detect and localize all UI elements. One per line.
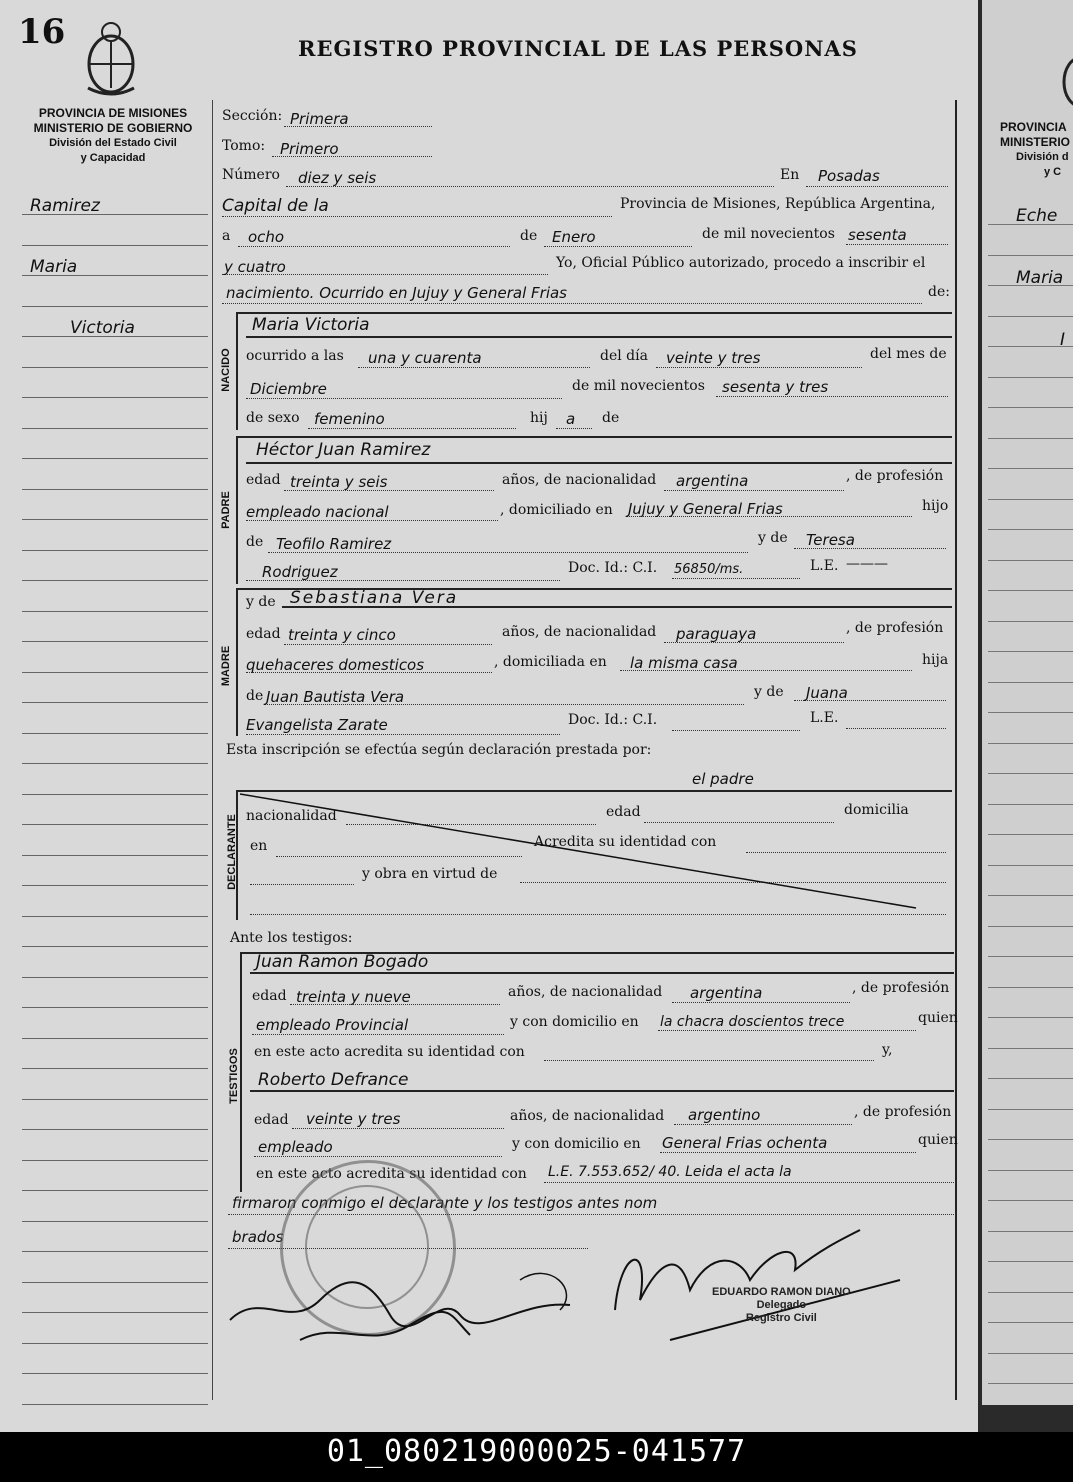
padre-doc-label: Doc. Id.: C.I. [568,560,658,576]
t2-nombre-line [250,1090,954,1092]
declaracion-value: el padre [692,770,754,788]
margin-rule [22,367,208,368]
t1-nac-line [672,1002,850,1003]
margin-rule [22,1221,208,1222]
adjacent-rule [988,499,1073,500]
madre-apellido: Evangelista Zarate [246,716,388,734]
margin-rule [22,519,208,520]
adjacent-rule [988,956,1073,957]
adjacent-page [982,0,1073,1405]
adjacent-rule [988,865,1073,866]
margin-rule [22,824,208,825]
padre-nac-line [664,490,844,491]
margin-rule [22,1373,208,1374]
margin-rule [22,1068,208,1069]
adjacent-rule [988,316,1073,317]
madre-madre-de: Juana [806,684,848,702]
tipo-line [222,303,922,304]
fecha-anio-value: sesenta [848,226,907,244]
tipo-value: nacimiento. Ocurrido en Jujuy y General Frias [226,284,568,302]
madre-le-label: L.E. [810,710,839,726]
margin-rule [22,916,208,917]
t2-edad-label: edad [254,1112,289,1128]
adjacent-rule [988,1017,1073,1018]
padre-nac-label: años, de nacionalidad [502,472,657,488]
t2-nac-label: años, de nacionalidad [510,1108,665,1124]
issuer-header [18,106,208,166]
adjacent-rule [988,1139,1073,1140]
fecha-dia-line [238,246,510,247]
padre-doc: 56850/ms. [674,562,744,577]
madre-yde-label: y de [246,594,276,610]
adjacent-rule [988,804,1073,805]
margin-rule [22,245,208,246]
nacido-dia-line [656,367,862,368]
adjacent-rule [988,834,1073,835]
adjacent-rule [988,712,1073,713]
t2-prof-line [254,1156,502,1157]
declarante-obra-label: y obra en virtud de [362,866,498,882]
madre-nac-label: años, de nacionalidad [502,624,657,640]
footer-id: 01_080219000025-041577 [326,1434,747,1469]
fecha-anio2-value: y cuatro [224,258,286,276]
adjacent-rule [988,560,1073,561]
margin-first-name: Maria [30,257,78,277]
t1-edad-label: edad [252,988,287,1004]
adjacent-rule [988,1292,1073,1293]
madre-padre-de: Juan Bautista Vera [266,688,405,706]
adjacent-rule [988,621,1073,622]
madre-de-label: de [246,688,264,704]
madre-doc-label: Doc. Id.: C.I. [568,712,658,728]
margin-rule [22,1099,208,1100]
padre-le-label: L.E. [810,558,839,574]
t2-nacionalidad: argentino [688,1106,761,1124]
madre-profesion: quehaceres domesticos [246,656,425,674]
coat-of-arms-icon [80,18,142,102]
t2-edad-line [292,1128,504,1129]
t1-profesion: empleado Provincial [256,1016,409,1034]
declarante-section-label: DECLARANTE [226,814,238,890]
adjacent-rule [988,773,1073,774]
tipo-de-label: de: [928,284,950,300]
seccion-value: Primera [290,110,349,128]
nacido-hij-label: hij [530,410,548,426]
margin-rule [22,763,208,764]
form-border-right [955,100,957,1400]
margin-rule [22,672,208,673]
t1-dom-line [658,1030,916,1031]
nacido-dia-label: del día [600,348,648,364]
declarante-acredita-label: Acredita su identidad con [534,834,717,850]
nacido-de-label: de [602,410,620,426]
adjacent-rule [988,1383,1073,1384]
nacido-dia: veinte y tres [666,349,761,367]
nacido-anio-line [716,396,948,397]
madre-section-label: MADRE [220,645,232,687]
adjacent-name-3: I [1060,330,1066,350]
adjacent-coat-of-arms-icon [1060,52,1073,116]
official-stamp-text [712,1286,851,1325]
declarante-nac-label: nacionalidad [246,808,337,824]
padre-edad-label: edad [246,472,281,488]
adjacent-rule [988,590,1073,591]
adjacent-rule [988,682,1073,683]
numero-value: diez y seis [298,169,377,187]
margin-rule [22,1282,208,1283]
fecha-de-label: de [520,228,538,244]
oficial-label: Yo, Oficial Público autorizado, procedo a inscribir el [556,255,926,271]
margin-rule [22,1190,208,1191]
provincia-label: Provincia de Misiones, República Argentina, [620,196,936,212]
t2-dom-line [660,1152,916,1153]
nacido-hij: a [566,410,576,428]
nacido-hora: una y cuarenta [368,349,482,367]
adjacent-header-line: y C [1044,166,1062,178]
adjacent-rule [988,377,1073,378]
madre-nombre: Sebastiana Vera [290,588,459,608]
margin-rule [22,1251,208,1252]
t1-nac-label: años, de nacionalidad [508,984,663,1000]
margin-rule [22,1343,208,1344]
margin-rule [22,611,208,612]
fecha-a-label: a [222,228,231,244]
madre-yde2-label: y de [754,684,784,700]
padre-section-label: PADRE [220,491,232,529]
nacido-hij-line [556,428,592,429]
padre-nombre-line [246,462,952,464]
issuer-line: División del Estado Civil [49,137,177,149]
madre-edad-label: edad [246,626,281,642]
padre-nacionalidad: argentina [676,472,749,490]
t2-acredita-label: en este acto acredita su identidad con [256,1166,527,1182]
margin-rule [22,733,208,734]
margin-rule [22,428,208,429]
madre-doc-line [672,730,800,731]
declaracion-label: Esta inscripción se efectúa según declaración prestada por: [226,742,652,758]
margin-rule [22,580,208,581]
madre-apellido-line [246,734,560,735]
declarante-edad-label: edad [606,804,641,820]
testigos-intro: Ante los testigos: [230,930,353,946]
issuer-line: MINISTERIO DE GOBIERNO [33,121,193,135]
margin-middle-name: Victoria [70,318,135,338]
t2-profesion: empleado [258,1138,333,1156]
adjacent-rule [988,438,1073,439]
padre-yde-label: y de [758,530,788,546]
adjacent-rule [988,1261,1073,1262]
padre-rule [236,436,952,438]
official-name: EDUARDO RAMON DIANO [712,1286,851,1298]
capital-value: Capital de la [222,196,329,216]
testigos-bracket [240,952,242,1192]
fecha-mes-line [544,246,692,247]
madre-prof-label: , de profesión [846,620,944,636]
margin-rule [22,1312,208,1313]
fecha-dia-value: ocho [248,228,285,246]
adjacent-rule [988,407,1073,408]
t1-acredita-line [544,1060,874,1061]
nacido-sexo-label: de sexo [246,410,300,426]
t2-edad: veinte y tres [306,1110,401,1128]
t2-doc-line [544,1182,956,1183]
adjacent-rule [988,468,1073,469]
adjacent-rule [988,1048,1073,1049]
form-border-left [212,100,213,1400]
padre-padre-de: Teofilo Ramirez [276,535,392,553]
nacido-mes-line [246,398,562,399]
nacido-hora-line [358,367,590,368]
margin-rule [22,702,208,703]
adjacent-rule [988,987,1073,988]
capital-line [222,216,612,217]
adjacent-header-line: PROVINCIA [1000,120,1067,134]
nacido-anio-label: de mil novecientos [572,378,705,394]
margin-rule [22,855,208,856]
nacido-anio: sesenta y tres [722,378,829,396]
margin-rule [22,1129,208,1130]
madre-domicilio: la misma casa [630,654,738,672]
madre-edad-line [284,644,492,645]
adjacent-rule [988,1170,1073,1171]
numero-label: Número [222,167,280,183]
margin-rule [22,550,208,551]
nacido-mes-label: del mes de [870,346,947,362]
madre-dom-label: , domiciliada en [494,654,607,670]
adjacent-header-line: División d [1016,151,1069,163]
adjacent-header [1000,120,1070,180]
adjacent-rule [988,895,1073,896]
adjacent-name-1: Eche [1016,206,1058,226]
padre-nombre: Héctor Juan Ramirez [256,440,431,460]
en-value: Posadas [818,167,880,185]
padre-apellido: Rodriguez [262,563,338,581]
t2-doc: L.E. 7.553.652/ 40. Leida el acta la [548,1164,792,1180]
margin-rule [22,1160,208,1161]
t1-edad: treinta y nueve [296,988,411,1006]
nacido-nombre-line [246,336,952,338]
page-title: REGISTRO PROVINCIAL DE LAS PERSONAS [298,36,858,61]
nacido-nombre: Maria Victoria [252,315,370,335]
adjacent-rule [988,651,1073,652]
margin-rule [22,1007,208,1008]
nacido-ocurrido-label: ocurrido a las [246,348,344,364]
padre-madre-de: Teresa [806,531,855,549]
margin-rule [22,794,208,795]
padre-de-label: de [246,534,264,550]
adjacent-rule [988,926,1073,927]
madre-nacionalidad: paraguaya [676,625,757,643]
declarante-dom-label: domicilia [844,802,909,818]
adjacent-rule [988,1078,1073,1079]
t1-prof-label: , de profesión [852,980,950,996]
declarante-strike-line [236,790,952,920]
nacido-rule [236,312,952,314]
t2-dom-label: y con domicilio en [512,1136,641,1152]
issuer-line: PROVINCIA DE MISIONES [38,106,188,120]
margin-rule [22,458,208,459]
nacido-bracket [236,312,238,430]
padre-le: ——— [846,556,888,572]
madre-edad: treinta y cinco [288,626,396,644]
seccion-label: Sección: [222,108,283,124]
padre-domicilio: Jujuy y General Frias [628,500,783,518]
t2-quien-label: quien [918,1132,958,1148]
adjacent-rule [988,1322,1073,1323]
adjacent-rule [988,529,1073,530]
official-office: Registro Civil [745,1312,817,1324]
cierre-text-2: brados [232,1228,284,1246]
issuer-line: y Capacidad [80,152,146,164]
nacido-section-label: NACIDO [220,348,232,392]
t2-nombre: Roberto Defrance [258,1070,409,1090]
cierre-text-1: firmaron conmigo el declarante y los testigos antes nom [232,1194,658,1212]
adjacent-header-line: MINISTERIO [1000,135,1071,149]
t1-nacionalidad: argentina [690,984,763,1002]
tomo-label: Tomo: [222,138,266,154]
margin-rule [22,885,208,886]
t1-quien-label: quien [918,1010,958,1026]
padre-edad: treinta y seis [290,473,388,491]
en-line [806,186,948,187]
fecha-anio-line [846,244,948,245]
madre-le-line [846,728,946,729]
padre-hijo-label: hijo [922,498,949,514]
margin-rule [22,641,208,642]
en-label: En [780,167,800,183]
padre-dom-label: , domiciliado en [500,502,613,518]
madre-hija-label: hija [922,652,949,668]
tomo-value: Primero [280,140,339,158]
adjacent-rule [988,1353,1073,1354]
adjacent-rule [988,255,1073,256]
padre-prof-label: , de profesión [846,468,944,484]
t1-domicilio: la chacra doscientos trece [660,1014,845,1030]
fecha-mes-value: Enero [552,228,596,246]
testigos-section-label: TESTIGOS [228,1048,240,1104]
declarante-en-label: en [250,838,268,854]
margin-rule [22,489,208,490]
padre-bracket [236,436,238,584]
padre-doc-line [672,578,800,579]
adjacent-rule [988,743,1073,744]
t1-dom-label: y con domicilio en [510,1014,639,1030]
margin-rule [22,1404,208,1405]
padre-profesion: empleado nacional [246,503,389,521]
t2-prof-label: , de profesión [854,1104,952,1120]
t1-nombre: Juan Ramon Bogado [256,952,429,972]
adjacent-name-2: Maria [1016,268,1064,288]
margin-rule [22,306,208,307]
fecha-anio-label: de mil novecientos [702,226,835,242]
margin-rule [22,397,208,398]
page-number: 16 [18,12,66,52]
t1-y-label: y, [882,1042,893,1058]
margin-rule [22,946,208,947]
official-title: Delegado [756,1299,807,1311]
adjacent-rule [988,1231,1073,1232]
nacido-sexo: femenino [314,410,385,428]
nacido-sexo-line [308,428,516,429]
margin-rule [22,1038,208,1039]
t1-acredita-label: en este acto acredita su identidad con [254,1044,525,1060]
t2-domicilio: General Frias ochenta [662,1134,828,1152]
madre-bracket [236,588,238,736]
t1-nombre-line [250,972,954,974]
adjacent-rule [988,1200,1073,1201]
t2-nac-line [674,1124,852,1125]
adjacent-rule [988,1109,1073,1110]
t1-prof-line [252,1034,504,1035]
margin-surname: Ramirez [30,196,100,216]
margin-rule [22,977,208,978]
nacido-mes: Diciembre [250,380,327,398]
